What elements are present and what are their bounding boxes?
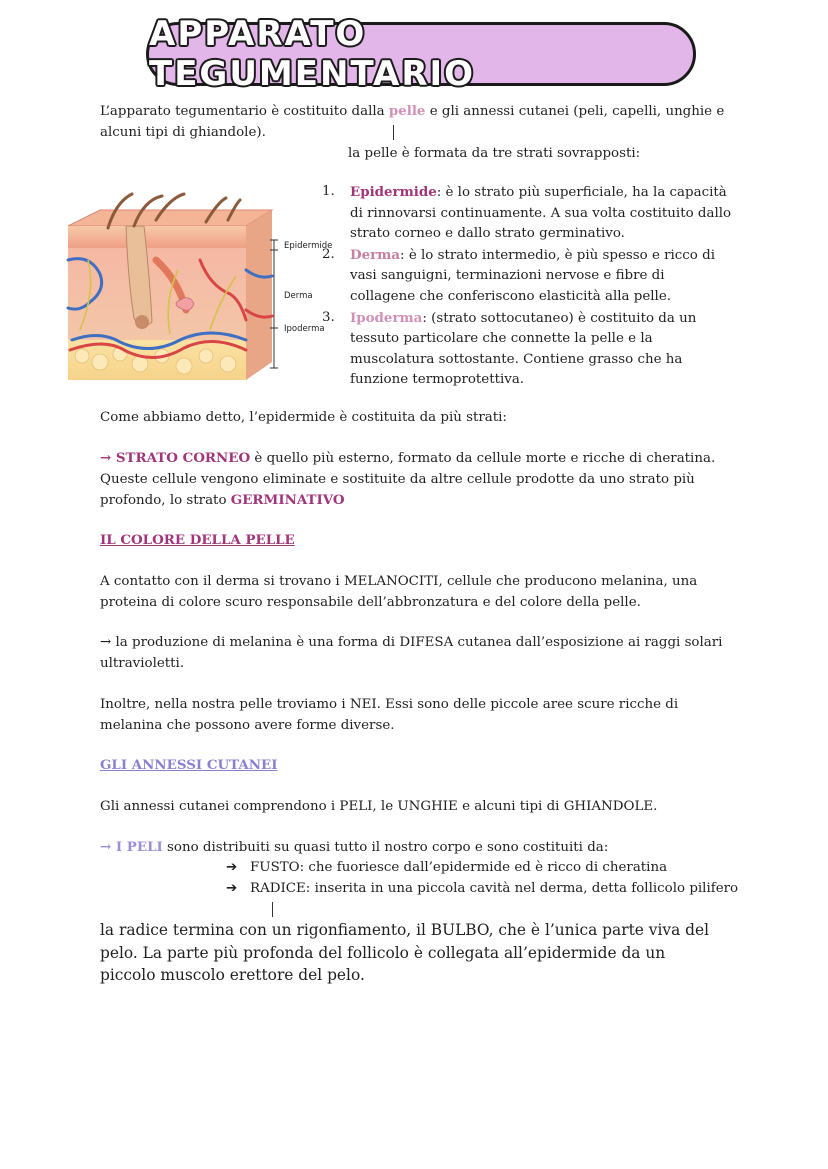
intro-paragraph	[100, 101, 730, 143]
intro-text-before: L’apparato tegumentario è costituito dalla	[100, 104, 389, 119]
epidermis-intro: Come abbiamo detto, l’epidermide è costituita da più strati:	[100, 410, 507, 425]
arrow-icon: →	[100, 450, 116, 466]
difesa-paragraph: → la produzione di melanina è una forma di DIFESA cutanea dall’esposizione ai raggi solari ultravioletti.	[100, 635, 723, 671]
title-banner	[146, 14, 696, 94]
part-text: FUSTO: che fuoriesce dall’epidermide ed è ricco di cheratina	[250, 860, 668, 875]
peli-lead: → I PELI	[100, 839, 163, 855]
label-derma: Derma	[284, 291, 313, 301]
term-ipoderma: Ipoderma	[350, 309, 423, 326]
term-derma: Derma	[350, 246, 401, 263]
list-number: 2.	[322, 246, 335, 262]
list-number: 3.	[322, 309, 335, 325]
label-ipoderma: Ipoderma	[284, 324, 325, 334]
part-text: RADICE: inserita in una piccola cavità nel derma, detta follicolo pilifero	[250, 881, 739, 896]
label-epidermide: Epidermide	[284, 241, 333, 251]
layers-intro: la pelle è formata da tre strati sovrapposti:	[348, 146, 641, 161]
list-item	[322, 308, 732, 391]
term-strato-corneo: STRATO CORNEO	[115, 450, 251, 466]
heading-colore-pelle: IL COLORE DELLA PELLE	[100, 532, 295, 548]
annessi-paragraph: Gli annessi cutanei comprendono i PELI, le UNGHIE e alcuni tipi di GHIANDOLE.	[100, 799, 658, 814]
arrow-bullet-icon: ➔	[226, 860, 238, 875]
list-item	[322, 182, 732, 245]
list-item	[226, 857, 746, 878]
peli-parts-list	[226, 857, 746, 899]
corneo-text: è quello più esterno, formato da cellule morte e ricche di cheratina. Queste cellule vengono eliminate e sostituite da altre cellule prodotte da uno strato più profondo, lo strato	[100, 451, 716, 508]
term-germinativo: GERMINATIVO	[230, 492, 345, 508]
page-title: APPARATO TEGUMENTARIO	[149, 14, 476, 94]
intro-text-after: e gli annessi cutanei (peli, capelli, unghie e alcuni tipi di ghiandole).	[100, 104, 725, 140]
intro-highlight-pelle: pelle	[388, 103, 426, 119]
connector-line	[393, 125, 394, 140]
nei-paragraph: Inoltre, nella nostra pelle troviamo i NEI. Essi sono delle piccole aree scure ricche di melanina che possono avere forme diverse.	[100, 697, 679, 733]
list-number: 1.	[322, 184, 335, 199]
list-item	[226, 878, 746, 899]
heading-annessi-cutanei: GLI ANNESSI CUTANEI	[100, 757, 278, 773]
bulbo-paragraph: la radice termina con un rigonfiamento, il BULBO, che è l’unica parte viva del pelo. La parte più profonda del follicolo è collegata all’epidermide da un piccolo muscolo erettore del pelo.	[100, 921, 710, 984]
melanociti-paragraph: A contatto con il derma si trovano i MELANOCITI, cellule che producono melanina, una proteina di colore scuro responsabile dell’abbronzatura e del colore della pelle.	[100, 574, 698, 610]
list-item	[322, 245, 732, 308]
skin-diagram	[60, 190, 320, 400]
corneo-paragraph	[100, 448, 730, 511]
skin-layers-list	[322, 182, 732, 391]
epidermis-layer	[68, 226, 246, 248]
skin-top-surface	[68, 210, 272, 226]
peli-paragraph	[100, 837, 740, 858]
skin-side-face	[246, 210, 272, 380]
arrow-bullet-icon: ➔	[226, 881, 238, 896]
connector-line	[272, 902, 273, 917]
layer-description: : è lo strato più superficiale, ha la capacità di rinnovarsi continuamente. A sua volta costituito dallo strato corneo e dallo strato germinativo.	[350, 185, 732, 242]
term-epidermide: Epidermide	[350, 184, 437, 200]
hair-bulb	[135, 315, 149, 329]
peli-text: sono distribuiti su quasi tutto il nostro corpo e sono costituiti da:	[162, 840, 609, 855]
layer-description: : (strato sottocutaneo) è costituito da un tessuto particolare che connette la pelle e la muscolatura sottostante. Contiene grasso che ha funzione termoprotettiva.	[350, 310, 697, 388]
layer-description: : è lo strato intermedio, è più spesso e ricco di vasi sanguigni, terminazioni nervose e fibre di collagene che conferiscono elasticità alla pelle.	[350, 247, 715, 304]
